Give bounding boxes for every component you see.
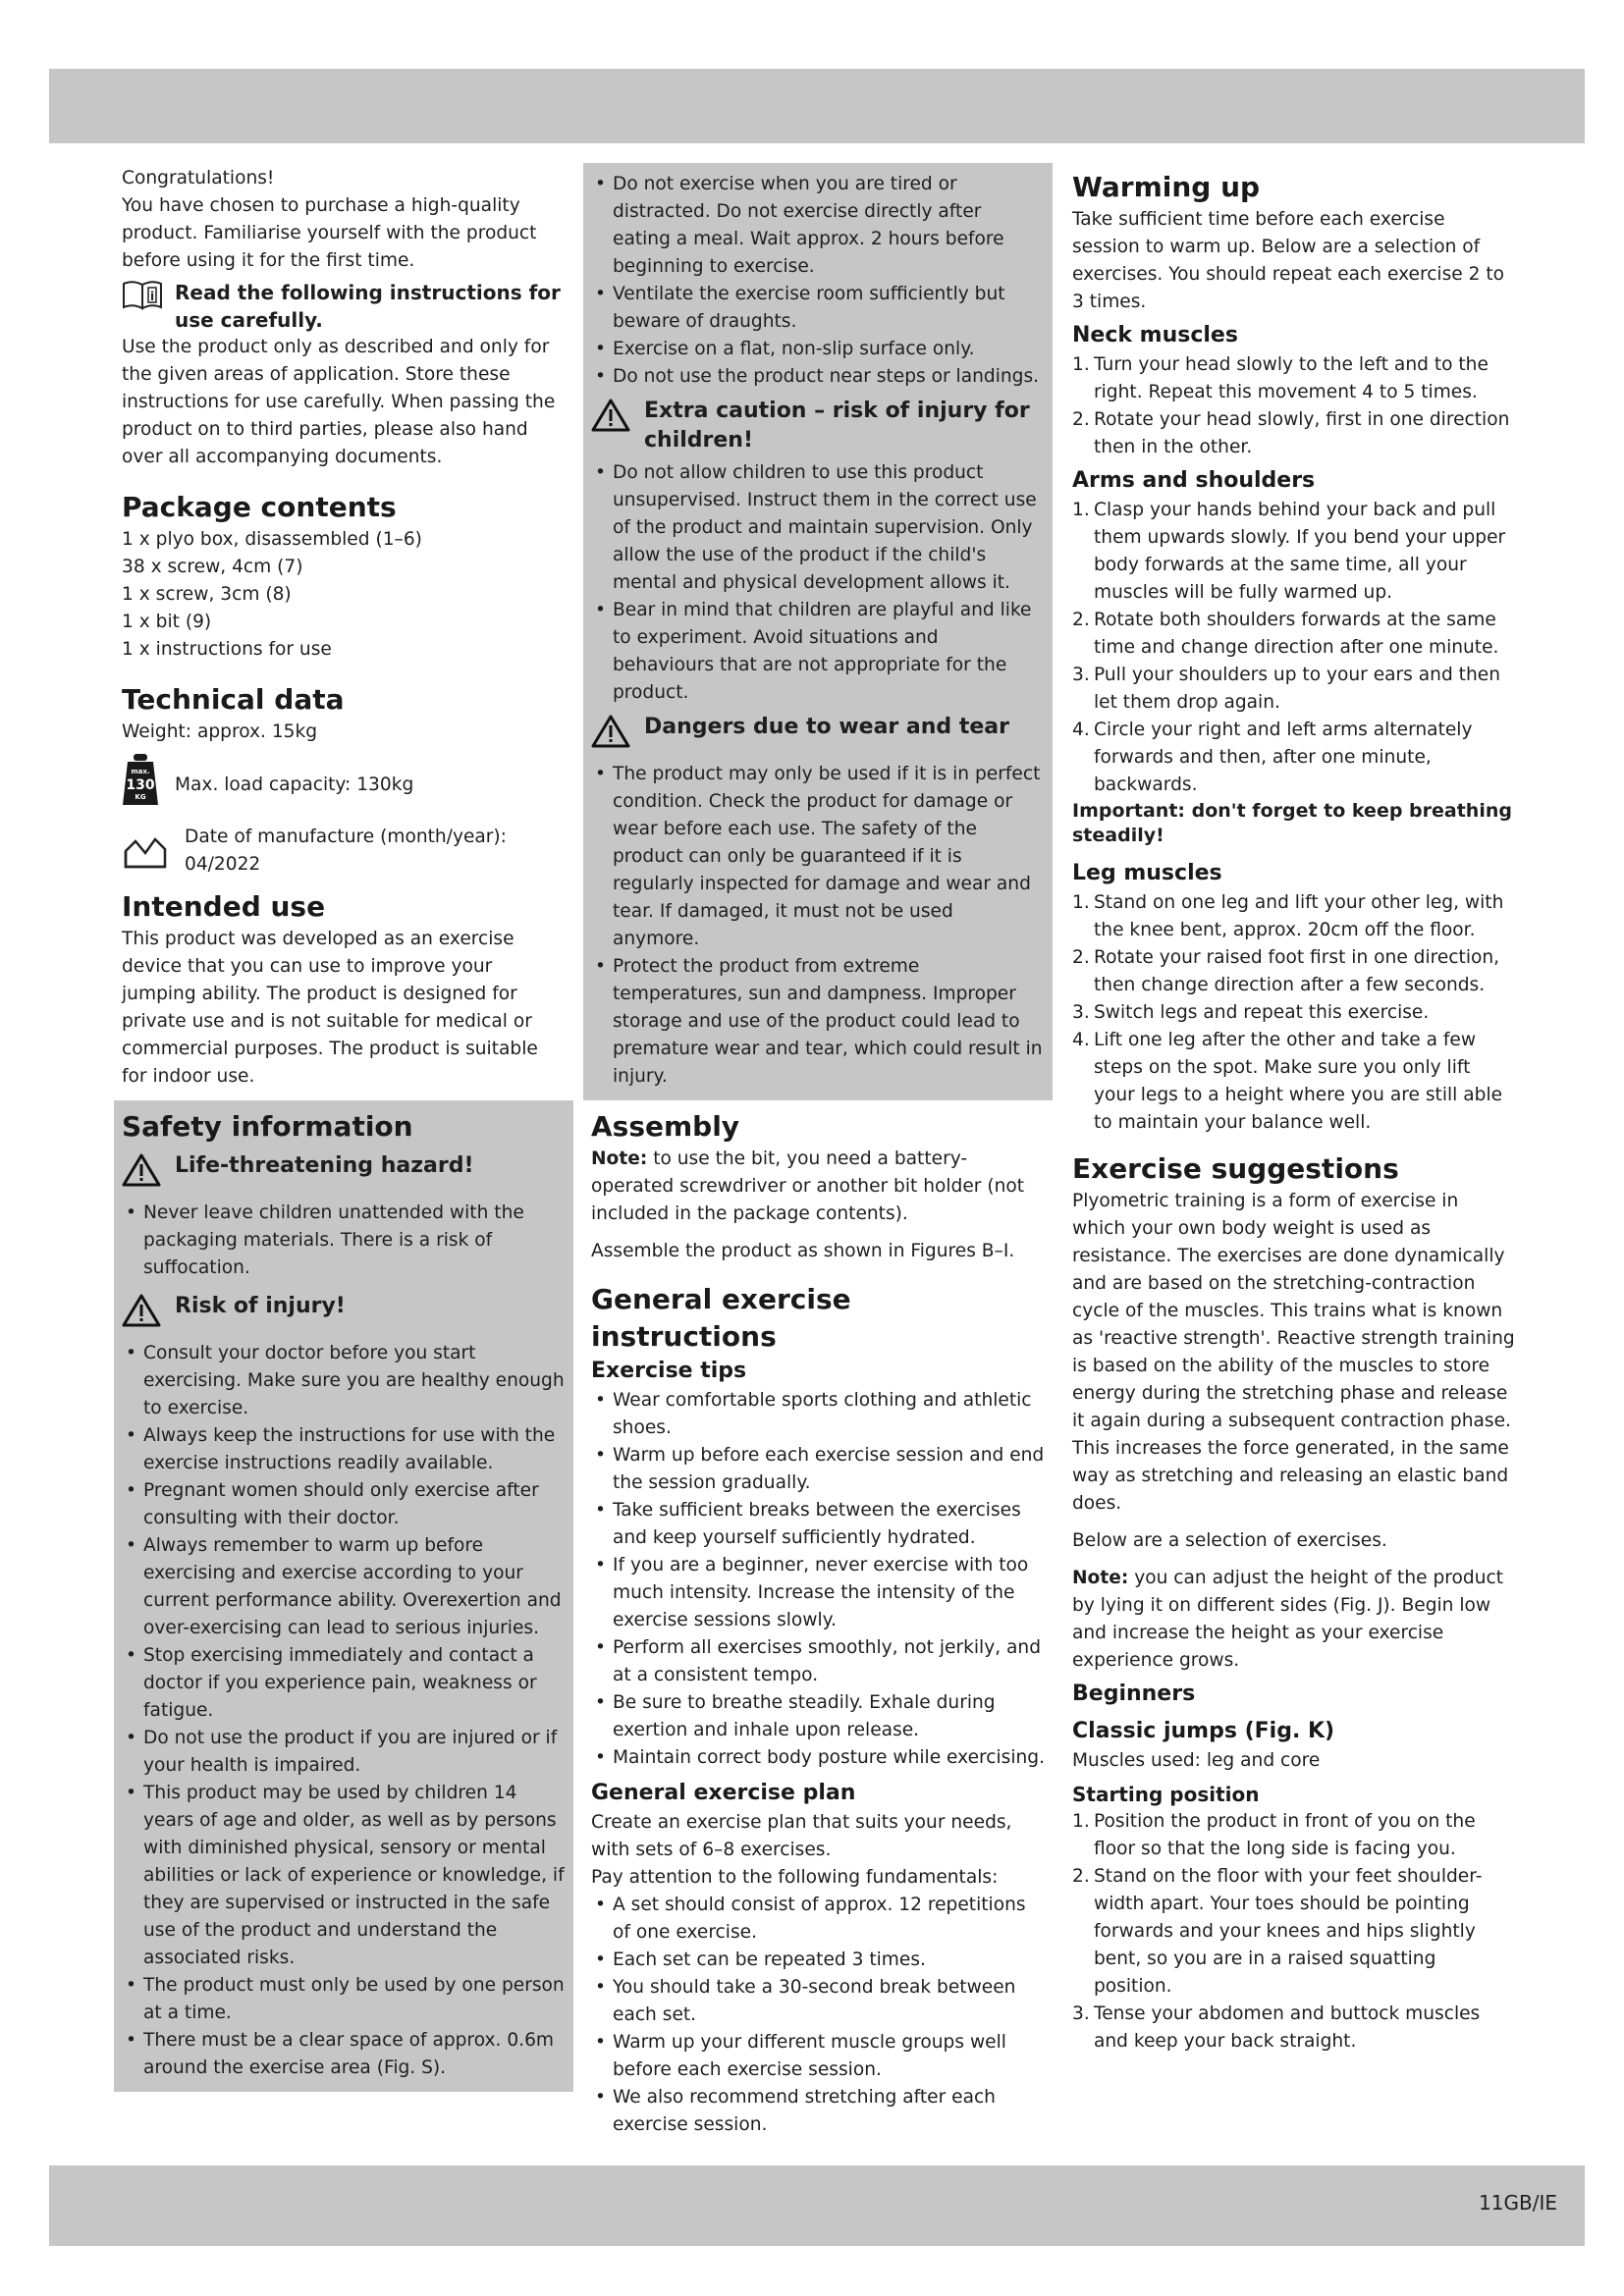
neck-muscles-title: Neck muscles: [1072, 323, 1238, 347]
technical-data-title: Technical data: [122, 683, 345, 716]
exercise-tips-list: [591, 1387, 1045, 1772]
leg-muscles-title: Leg muscles: [1072, 861, 1222, 885]
list-item: • Never leave children unattended with the packaging materials. There is a risk of suffocation.: [122, 1200, 566, 1282]
exercise-plan-title: General exercise plan: [591, 1781, 856, 1805]
column-1: [122, 165, 566, 2092]
muscles-used: Muscles used: leg and core: [1072, 1750, 1321, 1771]
neck-muscles-list: [1072, 351, 1516, 461]
list-item: • Exercise on a flat, non-slip surface only.: [591, 336, 1045, 363]
read-instructions-note: [122, 279, 566, 334]
list-item: • The product may only be used if it is in perfect condition. Check the product for damage or wear before each use. The safety of the product can only be guaranteed if it is regularly inspected for damage and wear and tear. If damaged, it must not be used anymore.: [591, 761, 1045, 953]
general-safety-list: [591, 171, 1045, 391]
list-item: 2. Rotate your raised foot first in one direction, then change direction after a few seconds.: [1072, 947, 1500, 995]
list-item: • Do not use the product if you are injured or if your health is impaired.: [122, 1725, 566, 1780]
list-item: 3. Switch legs and repeat this exercise.: [1072, 1002, 1430, 1023]
leg-muscles-list: [1072, 889, 1516, 1137]
children-caution-warning: [591, 397, 1045, 455]
list-item: • Warm up before each exercise session and end the session gradually.: [591, 1442, 1045, 1497]
weight-icon-unit: KG: [135, 793, 146, 801]
children-caution-list: [591, 459, 1045, 707]
weight-load-icon: [122, 754, 159, 816]
list-item: • Do not allow children to use this product unsupervised. Instruct them in the correct use of the product and maintain supervision. Only allow the use of the product if the child's mental and physical development allows it.: [591, 459, 1045, 597]
intended-use-title: Intended use: [122, 890, 326, 923]
warming-up-title: Warming up: [1072, 171, 1261, 203]
column-3: [1072, 169, 1516, 2056]
risk-of-injury-title: Risk of injury!: [175, 1294, 346, 1318]
list-item: 1. Turn your head slowly to the left and to the right. Repeat this movement 4 to 5 times.: [1072, 354, 1489, 402]
intended-use-text: This product was developed as an exercise device that you can use to improve your jumping ability. The product is designed for private use and is not suitable for medical or commercial purposes. The product is suitable for indoor use.: [122, 929, 538, 1087]
starting-position-title: Starting position: [1072, 1783, 1260, 1806]
list-item: 2. Rotate your head slowly, first in one direction then in the other.: [1072, 409, 1510, 457]
breathing-reminder: Important: don't forget to keep breathing steadily!: [1072, 800, 1512, 846]
package-item: 1 x instructions for use: [122, 639, 332, 660]
list-item: 2. Stand on the floor with your feet shoulder-width apart. Your toes should be pointing forwards and your knees and hips slightly bent, so you are in a raised squatting position.: [1072, 1866, 1483, 1997]
height-note-text: you can adjust the height of the product by lying it on different sides (Fig. J). Begin low and increase the height as your exercise experience grows.: [1072, 1568, 1503, 1671]
life-threatening-title: Life-threatening hazard!: [175, 1153, 474, 1178]
list-item: • A set should consist of approx. 12 repetitions of one exercise.: [591, 1892, 1045, 1947]
warning-triangle-icon: [122, 1153, 161, 1196]
list-item: • Ventilate the exercise room sufficiently but beware of draughts.: [591, 281, 1045, 336]
exercise-selection-text: Below are a selection of exercises.: [1072, 1530, 1387, 1551]
list-item: • Wear comfortable sports clothing and athletic shoes.: [591, 1387, 1045, 1442]
footer-band: [49, 2165, 1585, 2246]
list-item: 4. Lift one leg after the other and take a few steps on the spot. Make sure you only lift your legs to a height where you are still able to maintain your balance well.: [1072, 1030, 1503, 1133]
height-note: [1072, 1565, 1516, 1675]
list-item: 1. Clasp your hands behind your back and pull them upwards slowly. If you bend your upper body forwards at the same time, all your muscles will be fully warmed up.: [1072, 500, 1506, 603]
manufacture-row: [122, 824, 566, 879]
intro-text: You have chosen to purchase a high-quality product. Familiarise yourself with the product before using it for the first time.: [122, 195, 537, 271]
package-item: 1 x bit (9): [122, 612, 212, 632]
weight-icon-number: 130: [126, 777, 155, 793]
height-note-label: Note:: [1072, 1568, 1129, 1588]
list-item: • Always keep the instructions for use with the exercise instructions readily available.: [122, 1422, 566, 1477]
package-item: 38 x screw, 4cm (7): [122, 557, 303, 577]
list-item: 1. Position the product in front of you on the floor so that the long side is facing you.: [1072, 1811, 1476, 1859]
exercise-plan-fundamentals: Pay attention to the following fundamentals:: [591, 1867, 999, 1888]
arms-shoulders-list: [1072, 497, 1516, 799]
page-number: 11GB/IE: [1479, 2191, 1557, 2215]
instructions-book-icon: [122, 279, 163, 319]
wear-and-tear-warning: [591, 713, 1045, 757]
manufacture-info: [185, 824, 507, 879]
life-threatening-warning: [122, 1151, 566, 1196]
header-band: [49, 69, 1585, 143]
use-text: Use the product only as described and only for the given areas of application. Store these instructions for use carefully. When passing the product on to third parties, please also hand over all accompanying documents.: [122, 337, 556, 467]
list-item: 4. Circle your right and left arms alternately forwards and then, after one minute, backwards.: [1072, 720, 1473, 795]
list-item: 3. Pull your shoulders up to your ears and then let them drop again.: [1072, 665, 1500, 713]
weight-icon-max-label: max.: [131, 768, 150, 775]
exercise-tips-title: Exercise tips: [591, 1359, 747, 1383]
beginners-title: Beginners: [1072, 1682, 1196, 1706]
children-caution-title: Extra caution – risk of injury for children!: [644, 399, 1030, 453]
column-2: [591, 163, 1045, 2139]
assembly-text: Assemble the product as shown in Figures B–I.: [591, 1241, 1015, 1261]
life-threatening-list: [122, 1200, 566, 1282]
safety-continued-box: [583, 163, 1053, 1100]
list-item: • Stop exercising immediately and contact a doctor if you experience pain, weakness or fatigue.: [122, 1642, 566, 1725]
assembly-note: [591, 1146, 1045, 1228]
package-item: 1 x screw, 3cm (8): [122, 584, 292, 605]
list-item: 3. Tense your abdomen and buttock muscles and keep your back straight.: [1072, 2003, 1481, 2052]
risk-of-injury-list: [122, 1340, 566, 2082]
list-item: • Be sure to breathe steadily. Exhale during exertion and inhale upon release.: [591, 1689, 1045, 1744]
svg-text:i: i: [149, 290, 155, 303]
warning-triangle-icon: [591, 399, 630, 441]
list-item: • You should take a 30-second break between each set.: [591, 1974, 1045, 2029]
load-capacity-text: Max. load capacity: 130kg: [175, 774, 414, 795]
list-item: • Take sufficient breaks between the exercises and keep yourself sufficiently hydrated.: [591, 1497, 1045, 1552]
list-item: • We also recommend stretching after each exercise session.: [591, 2084, 1045, 2139]
package-contents-list: [122, 526, 566, 664]
risk-of-injury-warning: [122, 1292, 566, 1336]
safety-information-box: [114, 1100, 573, 2092]
list-item: • Pregnant women should only exercise after consulting with their doctor.: [122, 1477, 566, 1532]
wear-and-tear-list: [591, 761, 1045, 1091]
exercise-suggestions-text: Plyometric training is a form of exercise in which your own body weight is used as resistance. The exercises are done dynamically and are based on the stretching-contraction cycle of the muscles. This trains what is known as 'reactive strength'. Reactive strength training is based on the ability of the muscles to store energy during the stretching phase and release it again during a subsequent contraction phase. This increases the force generated, in the same way as stretching and releasing an elastic band does.: [1072, 1191, 1515, 1514]
assembly-note-label: Note:: [591, 1148, 648, 1169]
safety-information-title: Safety information: [122, 1110, 413, 1143]
classic-jumps-title: Classic jumps (Fig. K): [1072, 1719, 1335, 1743]
exercise-plan-list: [591, 1892, 1045, 2139]
wear-and-tear-title: Dangers due to wear and tear: [644, 715, 1009, 739]
list-item: • The product must only be used by one person at a time.: [122, 1972, 566, 2027]
package-contents-title: Package contents: [122, 491, 397, 523]
assembly-title: Assembly: [591, 1110, 740, 1143]
list-item: • If you are a beginner, never exercise with too much intensity. Increase the intensity of the exercise sessions slowly.: [591, 1552, 1045, 1634]
list-item: • Consult your doctor before you start exercising. Make sure you are healthy enough to exercise.: [122, 1340, 566, 1422]
list-item: 1. Stand on one leg and lift your other leg, with the knee bent, approx. 20cm off the floor.: [1072, 892, 1504, 940]
exercise-plan-text: Create an exercise plan that suits your needs, with sets of 6–8 exercises.: [591, 1812, 1012, 1860]
list-item: • Always remember to warm up before exercising and exercise according to your current performance ability. Overexertion and over-exercising can lead to serious injuries.: [122, 1532, 566, 1642]
list-item: • Bear in mind that children are playful and like to experiment. Avoid situations and behaviours that are not appropriate for the product.: [591, 597, 1045, 707]
list-item: • Warm up your different muscle groups well before each exercise session.: [591, 2029, 1045, 2084]
manufacture-label: Date of manufacture (month/year):: [185, 827, 507, 847]
package-item: 1 x plyo box, disassembled (1–6): [122, 529, 422, 550]
list-item: • Do not use the product near steps or landings.: [591, 363, 1045, 391]
general-instructions-title: General exercise instructions: [591, 1283, 851, 1353]
arms-shoulders-title: Arms and shoulders: [1072, 468, 1316, 493]
load-capacity-row: [122, 754, 566, 816]
intro-line: Congratulations!: [122, 168, 275, 188]
list-item: 2. Rotate both shoulders forwards at the same time and change direction after one minute.: [1072, 610, 1499, 658]
list-item: • Do not exercise when you are tired or distracted. Do not exercise directly after eating a meal. Wait approx. 2 hours before beginning to exercise.: [591, 171, 1045, 281]
list-item: • Maintain correct body posture while exercising.: [591, 1744, 1045, 1772]
manufacture-date-icon: [122, 829, 169, 878]
list-item: • Protect the product from extreme temperatures, sun and dampness. Improper storage and use of the product could lead to premature wear and tear, which could result in injury.: [591, 953, 1045, 1091]
assembly-note-text: to use the bit, you need a battery-operated screwdriver or another bit holder (not included in the package contents).: [591, 1148, 1025, 1224]
list-item: • Perform all exercises smoothly, not jerkily, and at a consistent tempo.: [591, 1634, 1045, 1689]
starting-position-list: [1072, 1808, 1516, 2056]
warming-up-text: Take sufficient time before each exercise session to warm up. Below are a selection of exercises. You should repeat each exercise 2 to 3 times.: [1072, 209, 1505, 312]
list-item: • Each set can be repeated 3 times.: [591, 1947, 1045, 1974]
weight-text: Weight: approx. 15kg: [122, 721, 318, 742]
manufacture-date: 04/2022: [185, 854, 261, 875]
list-item: • There must be a clear space of approx. 0.6m around the exercise area (Fig. S).: [122, 2027, 566, 2082]
warning-triangle-icon: [122, 1294, 161, 1336]
warning-triangle-icon: [591, 715, 630, 757]
exercise-suggestions-title: Exercise suggestions: [1072, 1152, 1399, 1185]
read-instructions-text: Read the following instructions for use carefully.: [175, 281, 561, 332]
list-item: • This product may be used by children 14 years of age and older, as well as by persons with diminished physical, sensory or mental abilities or lack of experience or knowledge, if they are supervised or instructed in the safe use of the product and understand the associated risks.: [122, 1780, 566, 1972]
